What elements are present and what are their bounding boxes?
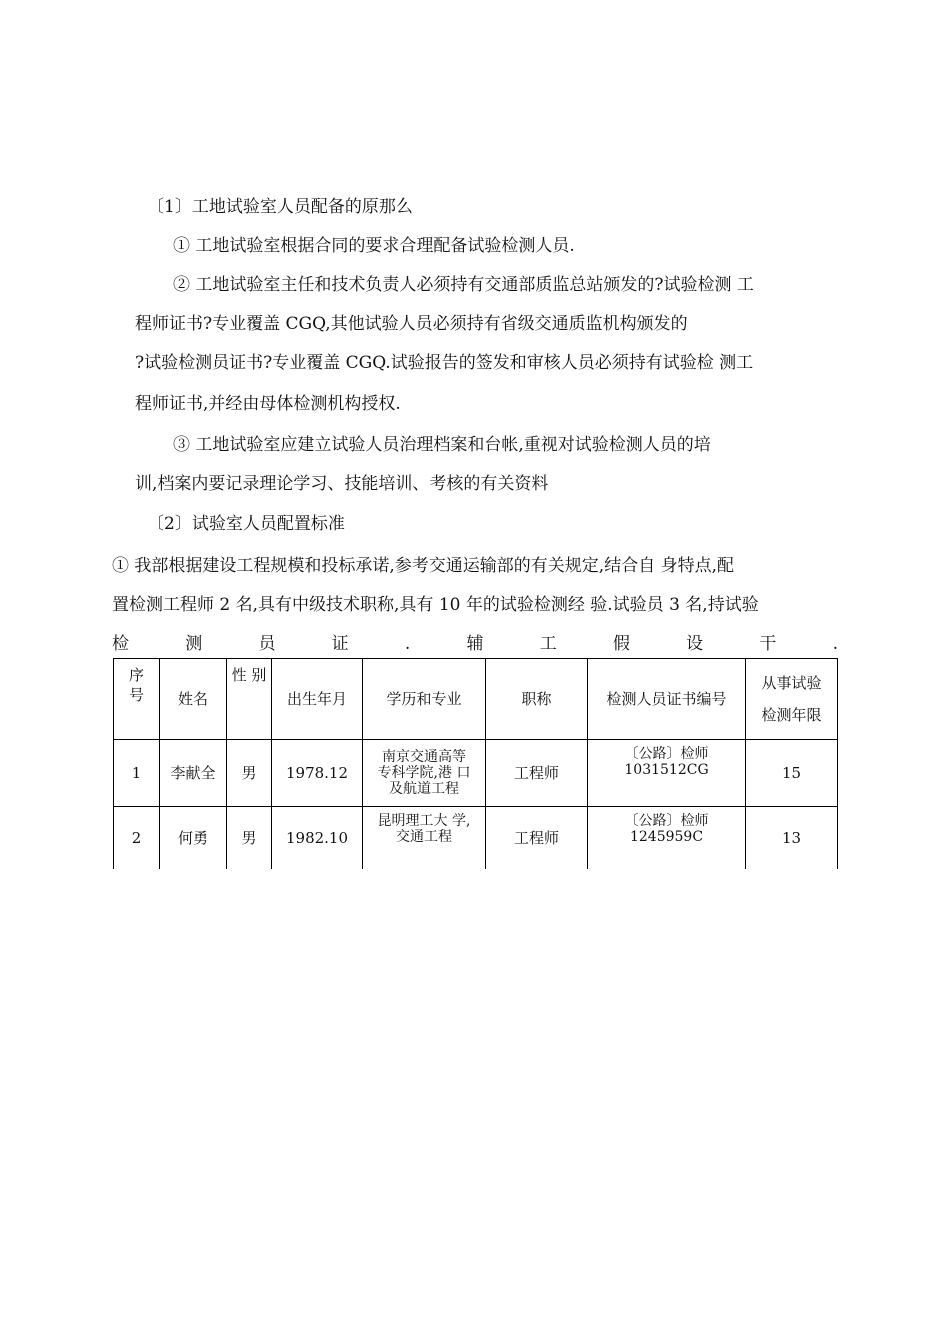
paragraph-4-line-2: 置检测工程师 2 名,具有中级技术职称,具有 10 年的试验检测经 验.试验员 3 名,持试验 [112, 595, 759, 615]
spread-char: 假 [612, 634, 630, 654]
paragraph-1: ① 工地试验室根据合同的要求合理配备试验检测人员. [173, 236, 575, 256]
cell-name: 李献全 [160, 740, 227, 807]
paragraph-3-line-1: ③ 工地试验室应建立试验人员治理档案和台帐,重视对试验检测人员的培 [173, 435, 711, 455]
cell-cert-line-2: 1031512CG [624, 762, 709, 778]
table-row [114, 807, 838, 870]
paragraph-2-line-4: 程师证书,并经由母体检测机构授权. [135, 394, 401, 414]
paragraph-2-line-1: ② 工地试验室主任和技术负责人必须持有交通部质监总站颁发的?试验检测 工 [173, 275, 754, 295]
cell-cert-line-1: 〔公路〕检师 [624, 746, 709, 762]
header-education: 学历和专业 [363, 659, 486, 740]
staff-table [113, 658, 838, 869]
cell-education-line-1: 昆明理工大 学, [377, 813, 471, 829]
spread-char: 测 [185, 634, 203, 654]
spread-char: 干 [759, 634, 777, 654]
header-gender: 性 别 [227, 659, 272, 740]
header-cert: 检测人员证书编号 [588, 659, 746, 740]
cell-gender: 男 [227, 740, 272, 807]
cell-education-line-2: 交通工程 [396, 829, 452, 845]
spread-char: 检 [112, 634, 129, 654]
cell-education-line-2: 专科学院,港 口 [377, 765, 471, 781]
header-seq [114, 659, 160, 740]
cell-birth: 1982.10 [272, 807, 363, 870]
spread-char: . [404, 634, 411, 654]
cell-name: 何勇 [160, 807, 227, 870]
paragraph-4-line-3 [112, 633, 838, 655]
cell-title: 工程师 [486, 740, 588, 807]
cell-cert [588, 740, 746, 807]
cell-education-line-1: 南京交通高等 [382, 749, 466, 765]
cell-education [363, 740, 486, 807]
paragraph-2-line-3: ?试验检测员证书?专业覆盖 CGQ.试验报告的签发和审核人员必须持有试验检 测工 [135, 353, 754, 373]
cell-cert [588, 807, 746, 870]
header-years-line-1: 从事试验 [761, 674, 822, 692]
cell-years: 15 [746, 740, 838, 807]
cell-years: 13 [746, 807, 838, 870]
table-row [114, 740, 838, 807]
cell-cert-line-2: 1245959C [629, 829, 704, 845]
header-birth: 出生年月 [272, 659, 363, 740]
header-years-line-2: 检测年限 [761, 706, 822, 724]
header-name: 姓名 [160, 659, 227, 740]
spread-char: 辅 [466, 634, 484, 654]
paragraph-4-line-1: ① 我部根据建设工程规模和投标承诺,参考交通运输部的有关规定,结合自 身特点,配 [112, 556, 735, 576]
spread-char: 工 [539, 634, 557, 654]
table-header-row [114, 659, 838, 740]
cell-title: 工程师 [486, 807, 588, 870]
section-heading-2: 〔2〕试验室人员配置标准 [147, 514, 345, 534]
cell-seq: 1 [114, 740, 160, 807]
cell-cert-line-1: 〔公路〕检师 [624, 813, 709, 829]
section-heading-1: 〔1〕工地试验室人员配备的原那么 [147, 197, 413, 217]
header-years [746, 659, 838, 740]
cell-seq: 2 [114, 807, 160, 870]
paragraph-2-line-2: 程师证书?专业覆盖 CGQ,其他试验人员必须持有省级交通质监机构颁发的 [135, 314, 688, 334]
cell-birth: 1978.12 [272, 740, 363, 807]
spread-char: 设 [686, 634, 704, 654]
spread-char: . [832, 634, 838, 654]
header-seq-line-2: 号 [128, 686, 144, 704]
paragraph-3-line-2: 训,档案内要记录理论学习、技能培训、考核的有关资料 [135, 474, 549, 494]
spread-char: 证 [331, 634, 349, 654]
header-title: 职称 [486, 659, 588, 740]
cell-education [363, 807, 486, 870]
cell-gender: 男 [227, 807, 272, 870]
spread-char: 员 [258, 634, 276, 654]
header-seq-line-1: 序 [128, 666, 144, 684]
cell-education-line-3: 及航道工程 [389, 781, 459, 797]
